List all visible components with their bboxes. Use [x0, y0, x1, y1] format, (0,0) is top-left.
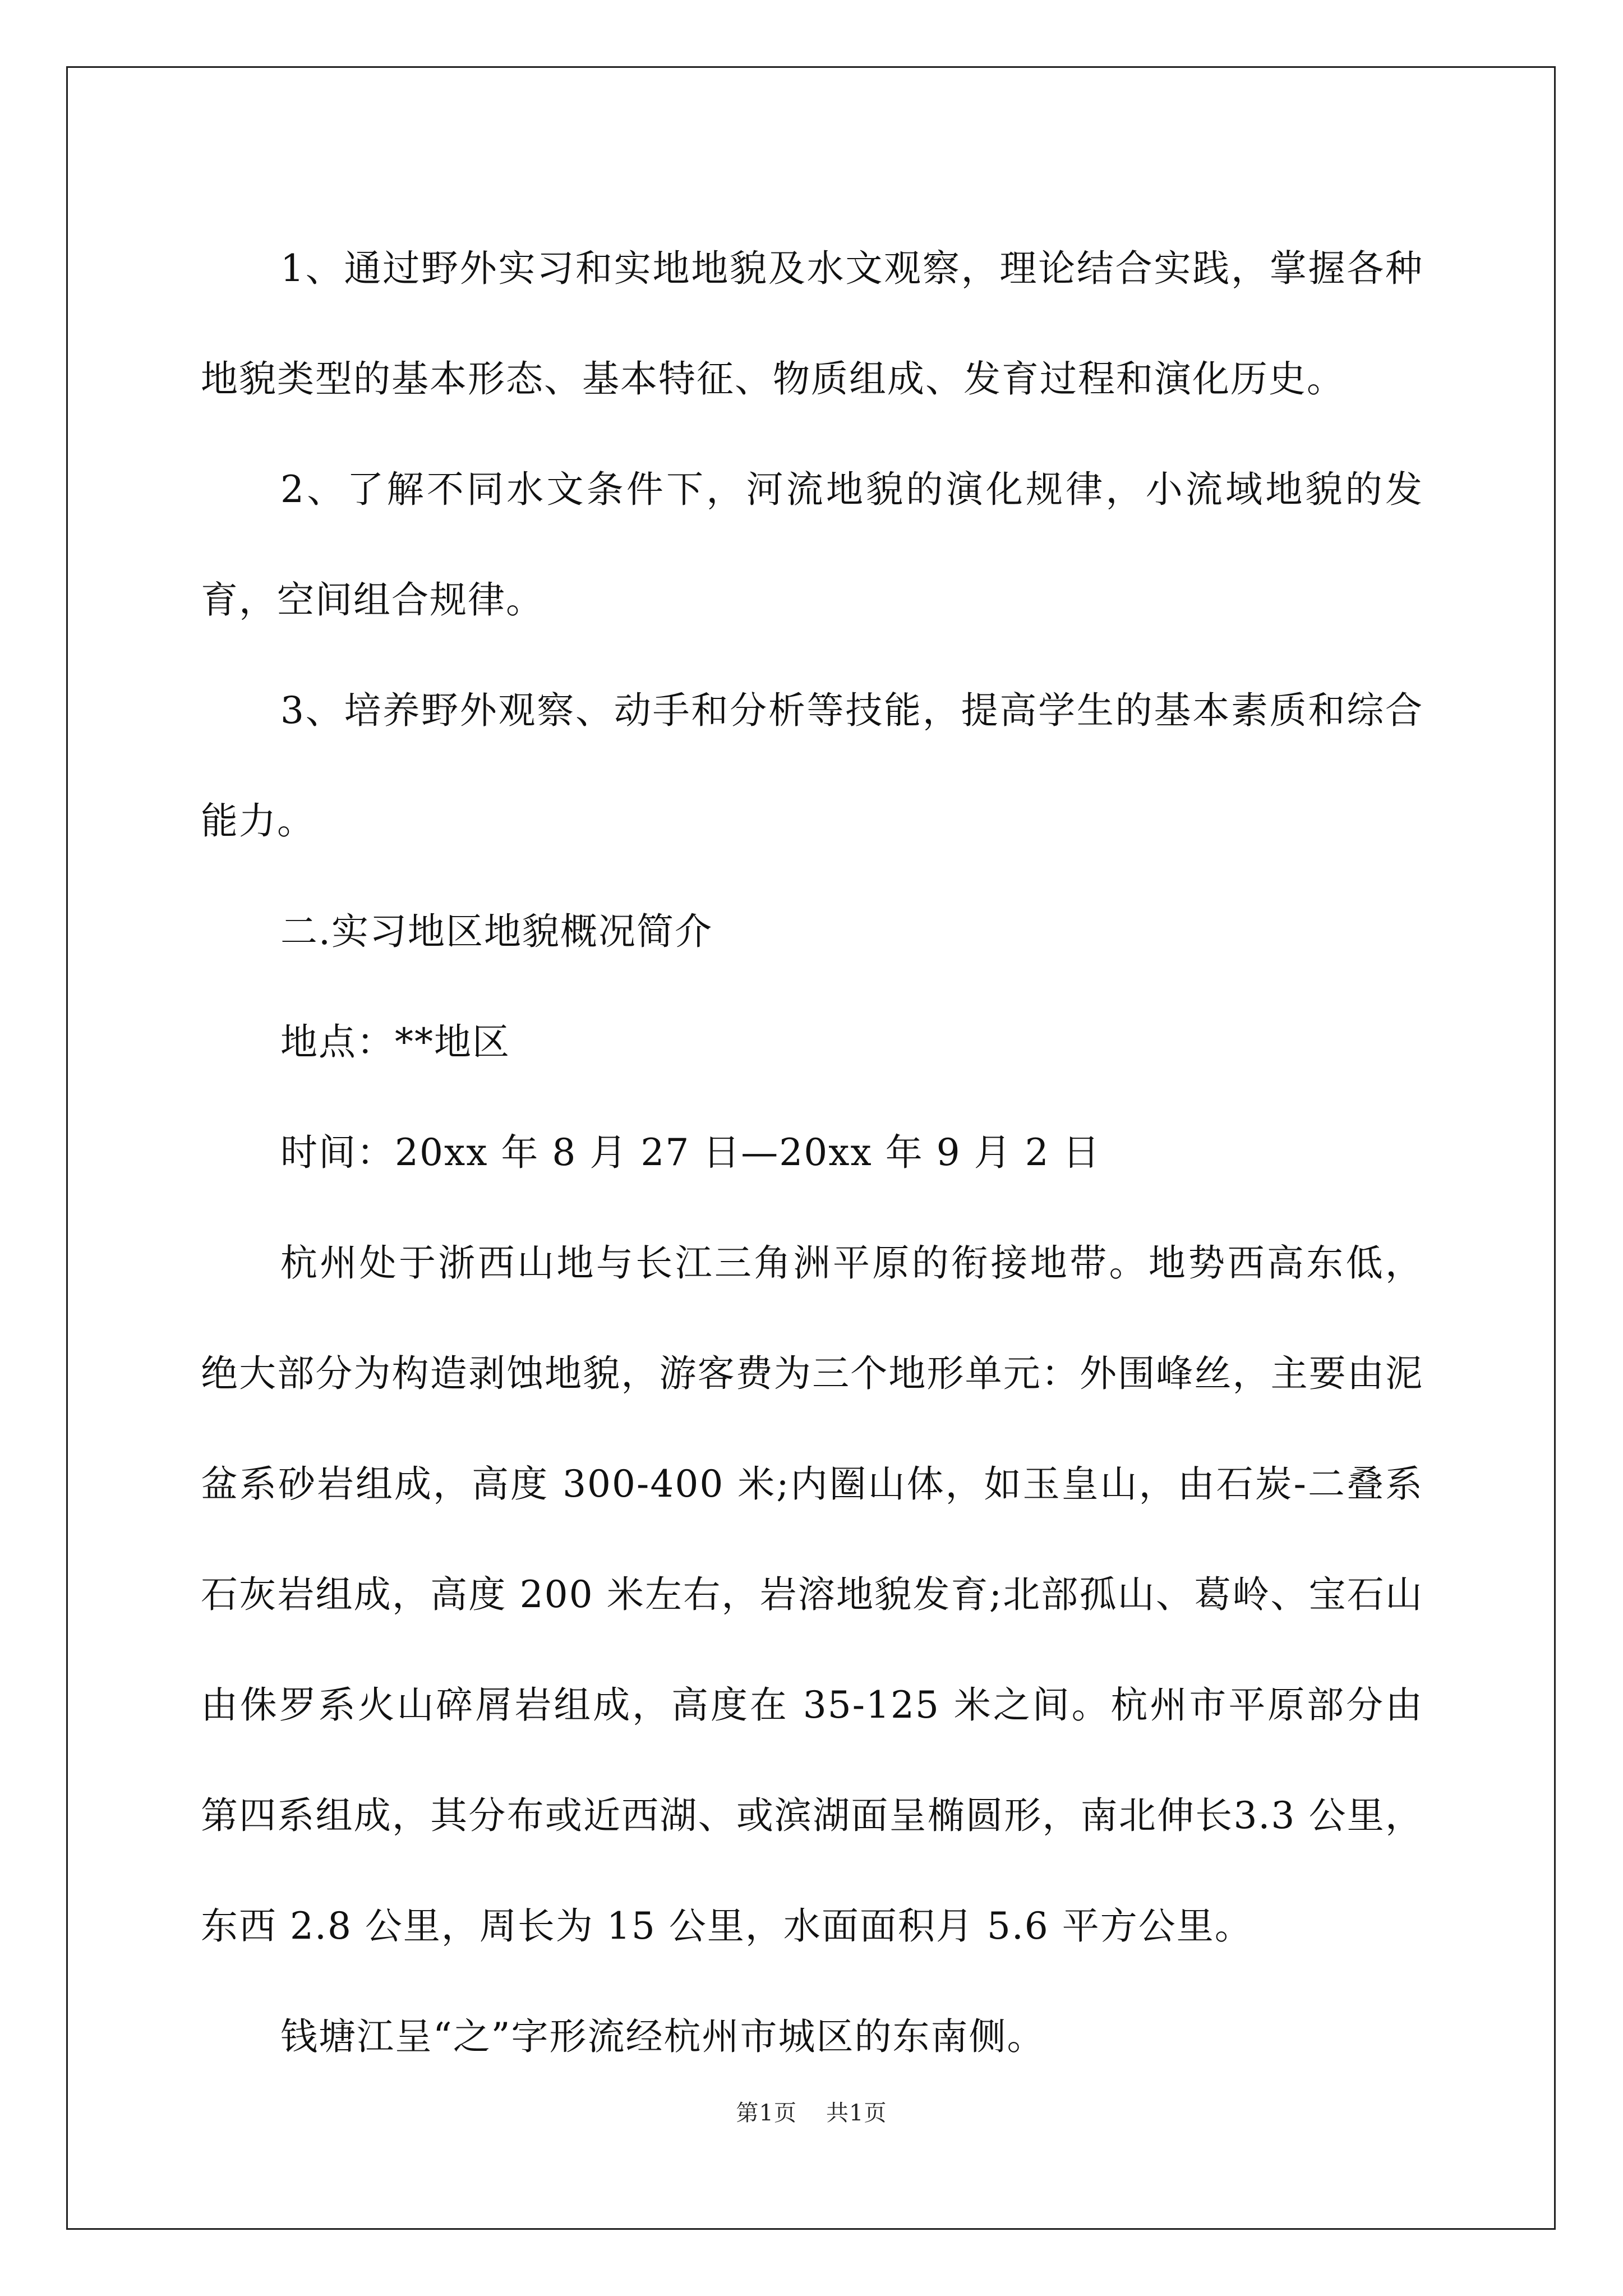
- location-line: 地点：**地区: [280, 1020, 510, 1064]
- page-number: 第1页: [736, 2100, 797, 2126]
- paragraph-objective-2: 2、了解不同水文条件下，河流地貌的演化规律，小流域地貌的发育，空间组合规律。: [201, 468, 1423, 622]
- paragraph-hangzhou-landforms: 杭州处于浙西山地与长江三角洲平原的衔接地带。地势西高东低，绝大部分为构造剥蚀地貌，游客费为三个地形单元：外围峰丝，主要由泥盆系砂岩组成，高度 300-400 米;内圈山体，如玉皇山，由石炭-二叠系石灰岩组成，高度 200 米左右，岩溶地貌发育;北部孤山、葛岭、宝石山由侏罗系火山碎屑岩组成，高度在 35-125 米之间。杭州市平原部分由第四系组成，其分布或近西湖、或滨湖面呈椭圆形，南北伸长3.3 公里，东西 2.8 公里，周长为 15 公里，水面面积月 5.6 平方公里。: [201, 1241, 1423, 1948]
- paragraph-objective-3: 3、培养野外观察、动手和分析等技能，提高学生的基本素质和综合能力。: [201, 689, 1423, 843]
- paragraph-objective-1: 1、通过野外实习和实地地貌及水文观察，理论结合实践，掌握各种地貌类型的基本形态、基本特征、物质组成、发育过程和演化历史。: [201, 247, 1423, 401]
- page-total: 共1页: [826, 2100, 887, 2126]
- paragraph-qiantang-river: 钱塘江呈“之”字形流经杭州市城区的东南侧。: [280, 2015, 1045, 2058]
- document-body: [201, 213, 1423, 2092]
- page-footer: [0, 2095, 1623, 2127]
- section-heading: 二.实习地区地貌概况简介: [280, 910, 713, 953]
- time-line: 时间：20xx 年 8 月 27 日—20xx 年 9 月 2 日: [280, 1131, 1101, 1174]
